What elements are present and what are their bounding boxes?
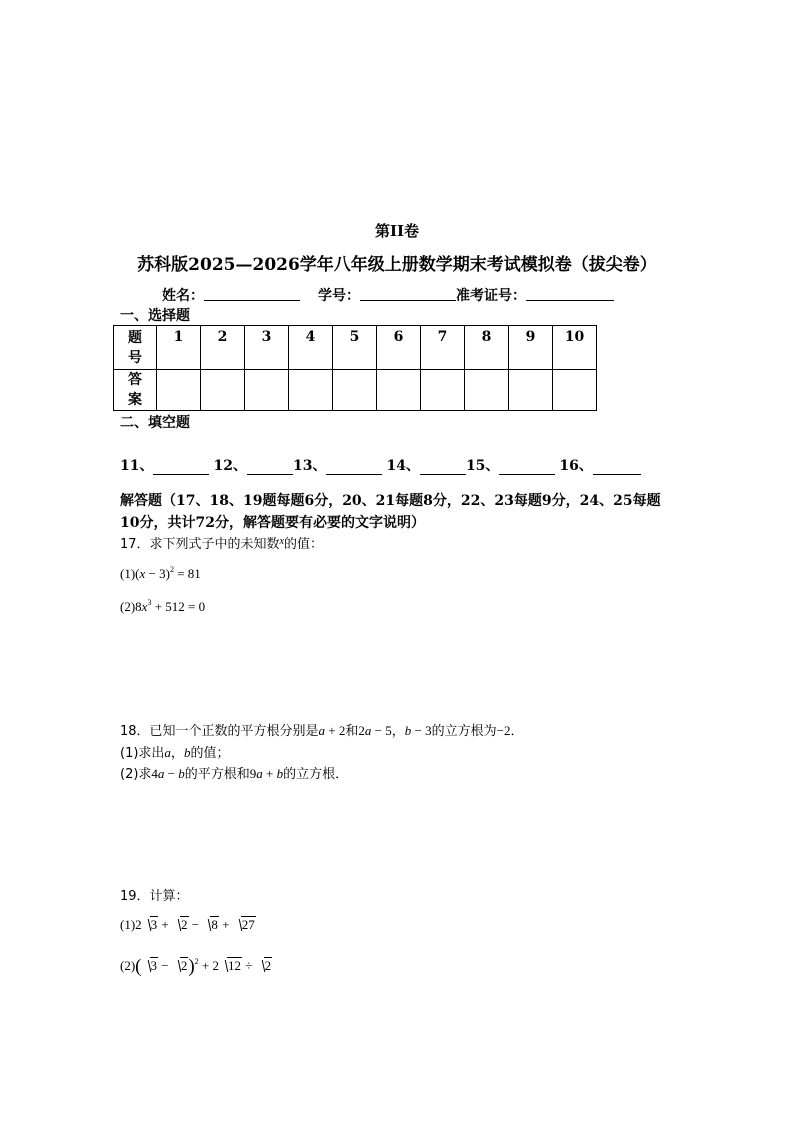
row-header-answer <box>114 370 157 411</box>
question-number-cell: 8 <box>465 326 509 370</box>
q18-text: ， <box>170 746 184 761</box>
question-number-cell: 3 <box>245 326 289 370</box>
answer-cell[interactable] <box>157 370 201 411</box>
q18-text: 和 <box>345 724 359 739</box>
question-number-cell: 6 <box>377 326 421 370</box>
fill-blank[interactable] <box>247 462 293 475</box>
question-number-cell: 2 <box>201 326 245 370</box>
question-number-cell: 9 <box>509 326 553 370</box>
answer-cell[interactable] <box>289 370 333 411</box>
answer-cell[interactable] <box>509 370 553 411</box>
name-label: 姓名： <box>162 288 204 304</box>
q18-text: 的立方根． <box>283 767 349 782</box>
question-number-cell: 1 <box>157 326 201 370</box>
answer-cell[interactable] <box>333 370 377 411</box>
question-number-row <box>114 326 597 370</box>
question-18-stem: 18．已知一个正数的平方根分别是a + 2和2a − 5，b − 3的立方根为−2． <box>120 723 524 739</box>
fill-item-label: 16、 <box>559 458 593 474</box>
q18-text: ， <box>391 724 405 739</box>
fill-blank[interactable] <box>499 462 555 475</box>
name-blank[interactable] <box>204 286 300 301</box>
fill-item-label: 12、 <box>213 458 247 474</box>
fill-item-label: 11、 <box>120 458 154 474</box>
answer-cell[interactable] <box>553 370 597 411</box>
q18-text: (1)求出 <box>120 746 165 761</box>
page-title: 苏科版2025—2026学年八年级上册数学期末考试模拟卷（拔尖卷） <box>137 255 657 275</box>
student-id-blank[interactable] <box>360 286 456 301</box>
answer-cell[interactable] <box>245 370 289 411</box>
question-17-stem <box>120 533 323 552</box>
section-fill-heading: 二、填空题 <box>120 415 190 431</box>
q18-text: 的值； <box>190 746 230 761</box>
exam-number-label: 准考证号： <box>456 288 526 304</box>
answer-cell[interactable] <box>201 370 245 411</box>
q18-text: 18．已知一个正数的平方根分别是 <box>120 724 319 739</box>
row-header-question <box>114 326 157 370</box>
student-id-label: 学号： <box>318 288 360 304</box>
question-18-part-2: (2)求4a − b的平方根和9a + b的立方根． <box>120 766 349 782</box>
exam-number-blank[interactable] <box>526 286 614 301</box>
header-char: 答 <box>128 372 142 388</box>
student-info-row <box>162 285 614 305</box>
q17-variable: x <box>279 536 284 547</box>
answer-grid <box>113 325 597 411</box>
question-number-cell: 10 <box>553 326 597 370</box>
part-label: (1) <box>120 917 136 932</box>
part-label: (2) <box>120 599 136 614</box>
fill-blank[interactable] <box>153 462 209 475</box>
fill-item-label: 14、 <box>386 458 420 474</box>
fill-item-label: 13、 <box>292 458 327 474</box>
fill-blank[interactable] <box>593 462 641 475</box>
q18-text: (2)求 <box>120 767 152 782</box>
question-number-cell: 5 <box>333 326 377 370</box>
q18-text: 的立方根为 <box>431 724 497 739</box>
q18-text: ． <box>510 724 524 739</box>
question-19-part-2: (2)( 3 − 2)$^2$ + 2 12 ÷ 2 <box>120 956 272 977</box>
answer-row <box>114 370 597 411</box>
question-number-cell: 4 <box>289 326 333 370</box>
header-char: 题 <box>128 329 142 346</box>
section-solution-heading: 解答题（17、18、19题每题6分，20、21每题8分，22、23每题9分，24、25每题10分，共计72分，解答题要有必要的文字说明） <box>120 493 661 531</box>
question-17-part-1: $(1)(x - 3)^2 = 81$ <box>120 565 201 581</box>
q18-text: 的平方根和 <box>184 767 250 782</box>
fill-blank[interactable] <box>420 462 466 475</box>
question-number-cell: 7 <box>421 326 465 370</box>
q17-stem-end: 的值： <box>284 537 324 552</box>
question-18-part-1: (1)求出a，b的值； <box>120 745 230 761</box>
answer-cell[interactable] <box>465 370 509 411</box>
q17-stem-text: 17．求下列式子中的未知数 <box>120 537 280 552</box>
question-19-stem: 19．计算： <box>120 889 189 904</box>
part-label: (2) <box>120 958 136 973</box>
fill-blank[interactable] <box>326 462 382 475</box>
header-char: 号 <box>128 349 142 366</box>
volume-label: 第II卷 <box>374 222 420 240</box>
part-label: (1) <box>120 566 136 581</box>
question-19-part-1: (1)2 3 + 2 − 8 + 27 <box>120 917 255 932</box>
question-17-part-2: $(2)8x^3 + 512 = 0$ <box>120 598 206 614</box>
fill-blank-row <box>120 455 641 475</box>
section-choice-heading: 一、选择题 <box>120 308 190 324</box>
answer-cell[interactable] <box>377 370 421 411</box>
header-char: 案 <box>128 392 142 408</box>
answer-cell[interactable] <box>421 370 465 411</box>
fill-item-label: 15、 <box>465 458 500 474</box>
